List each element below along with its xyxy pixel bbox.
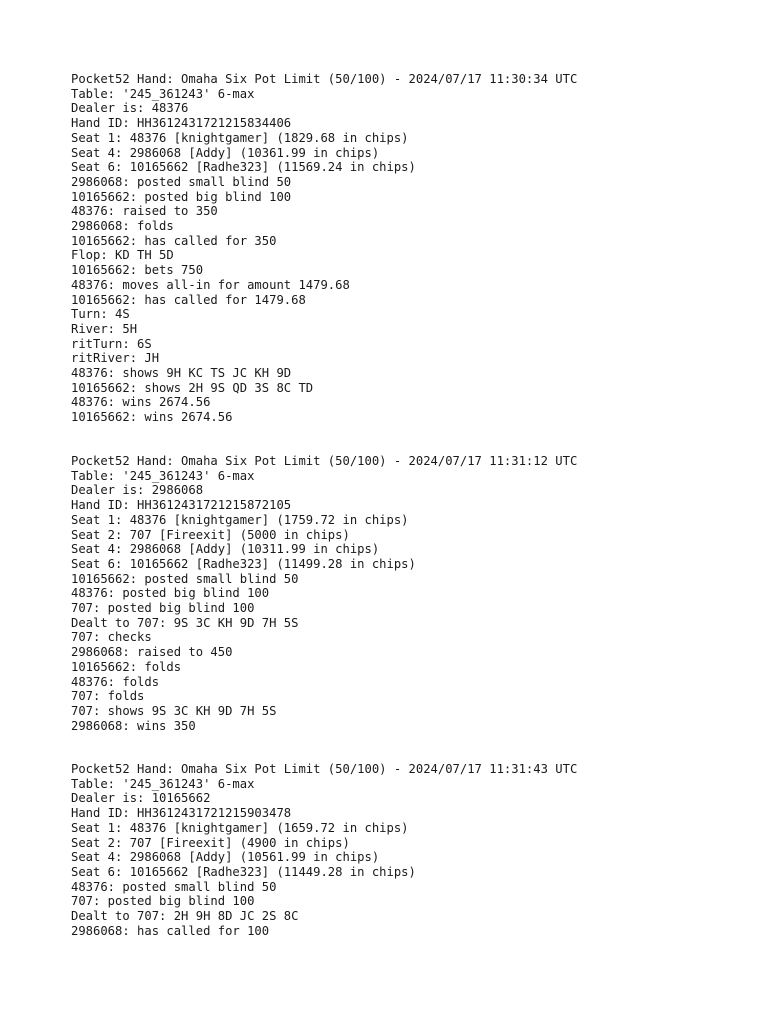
hand-log-line: 10165662: shows 2H 9S QD 3S 8C TD: [71, 380, 314, 395]
hand-log-line: 2986068: folds: [71, 219, 174, 234]
hand-log-line: Hand ID: HH3612431721215903478: [71, 806, 292, 821]
hand-log-line: Seat 1: 48376 [knightgamer] (1829.68 in chips): [71, 130, 409, 145]
hand-log-line: Seat 4: 2986068 [Addy] (10311.99 in chips): [71, 542, 380, 557]
hand-log-line: Table: '245_361243' 6-max: [71, 86, 255, 101]
hand-log-line: ritRiver: JH: [71, 351, 160, 366]
hand-log-line: 707: folds: [71, 689, 145, 704]
hand-log-line: 48376: wins 2674.56: [71, 395, 211, 410]
hand-history-block: [71, 72, 577, 425]
hand-log-line: Seat 6: 10165662 [Radhe323] (11569.24 in chips): [71, 160, 416, 175]
hand-log-line: 10165662: folds: [71, 659, 182, 674]
hand-log-line: 10165662: has called for 1479.68: [71, 292, 306, 307]
hand-log-line: Dealer is: 2986068: [71, 483, 204, 498]
hand-log-line: Hand ID: HH3612431721215834406: [71, 116, 292, 131]
hand-log-line: Seat 1: 48376 [knightgamer] (1659.72 in chips): [71, 820, 409, 835]
hand-log-line: 2986068: has called for 100: [71, 923, 270, 938]
hand-log-line: 2986068: wins 350: [71, 718, 196, 733]
hand-log-line: Seat 2: 707 [Fireexit] (5000 in chips): [71, 527, 350, 542]
hand-log-line: 707: checks: [71, 630, 152, 645]
hand-header-line: Pocket52 Hand: Omaha Six Pot Limit (50/100) - 2024/07/17 11:30:34 UTC: [71, 72, 578, 86]
hand-log-line: Seat 1: 48376 [knightgamer] (1759.72 in chips): [71, 512, 409, 527]
hand-log-line: 2986068: raised to 450: [71, 645, 233, 660]
hand-log-line: Turn: 4S: [71, 307, 130, 322]
hand-log-line: 10165662: has called for 350: [71, 233, 277, 248]
hand-log-line: 707: posted big blind 100: [71, 894, 255, 909]
hand-log-line: Seat 4: 2986068 [Addy] (10561.99 in chips): [71, 850, 380, 865]
hand-log-line: 707: posted big blind 100: [71, 601, 255, 616]
hand-log-line: 10165662: posted big blind 100: [71, 189, 292, 204]
hand-log-line: Table: '245_361243' 6-max: [71, 468, 255, 483]
hand-log-line: 48376: raised to 350: [71, 204, 218, 219]
hand-log-line: 2986068: posted small blind 50: [71, 174, 292, 189]
hand-log-line: 48376: folds: [71, 674, 160, 689]
hand-log-line: Table: '245_361243' 6-max: [71, 776, 255, 791]
hand-log-line: 10165662: bets 750: [71, 263, 204, 278]
hand-log-line: 10165662: wins 2674.56: [71, 410, 233, 425]
hand-history-block: [71, 762, 577, 938]
hand-log-line: 48376: shows 9H KC TS JC KH 9D: [71, 366, 292, 381]
hand-log-line: Dealer is: 10165662: [71, 791, 211, 806]
hand-log-line: Dealer is: 48376: [71, 101, 189, 116]
hand-log-line: 707: shows 9S 3C KH 9D 7H 5S: [71, 703, 277, 718]
hand-log-line: Seat 4: 2986068 [Addy] (10361.99 in chips): [71, 145, 380, 160]
hand-log-line: Seat 6: 10165662 [Radhe323] (11449.28 in chips): [71, 864, 416, 879]
hand-log-line: 48376: moves all-in for amount 1479.68: [71, 277, 350, 292]
hand-history-block: [71, 454, 577, 733]
hand-log-line: 48376: posted small blind 50: [71, 879, 277, 894]
hand-log-line: Dealt to 707: 2H 9H 8D JC 2S 8C: [71, 909, 299, 924]
hand-log-line: Seat 6: 10165662 [Radhe323] (11499.28 in chips): [71, 556, 416, 571]
hand-log-line: 10165662: posted small blind 50: [71, 571, 299, 586]
hand-header-line: Pocket52 Hand: Omaha Six Pot Limit (50/100) - 2024/07/17 11:31:12 UTC: [71, 454, 578, 468]
hand-log-line: Seat 2: 707 [Fireexit] (4900 in chips): [71, 835, 350, 850]
hand-log-line: Dealt to 707: 9S 3C KH 9D 7H 5S: [71, 615, 299, 630]
hand-log-line: River: 5H: [71, 321, 138, 336]
hand-log-line: Hand ID: HH3612431721215872105: [71, 498, 292, 513]
hand-log-line: ritTurn: 6S: [71, 336, 152, 351]
hand-log-line: 48376: posted big blind 100: [71, 586, 270, 601]
hand-log-line: Flop: KD TH 5D: [71, 248, 174, 263]
hand-header-line: Pocket52 Hand: Omaha Six Pot Limit (50/100) - 2024/07/17 11:31:43 UTC: [71, 762, 578, 776]
